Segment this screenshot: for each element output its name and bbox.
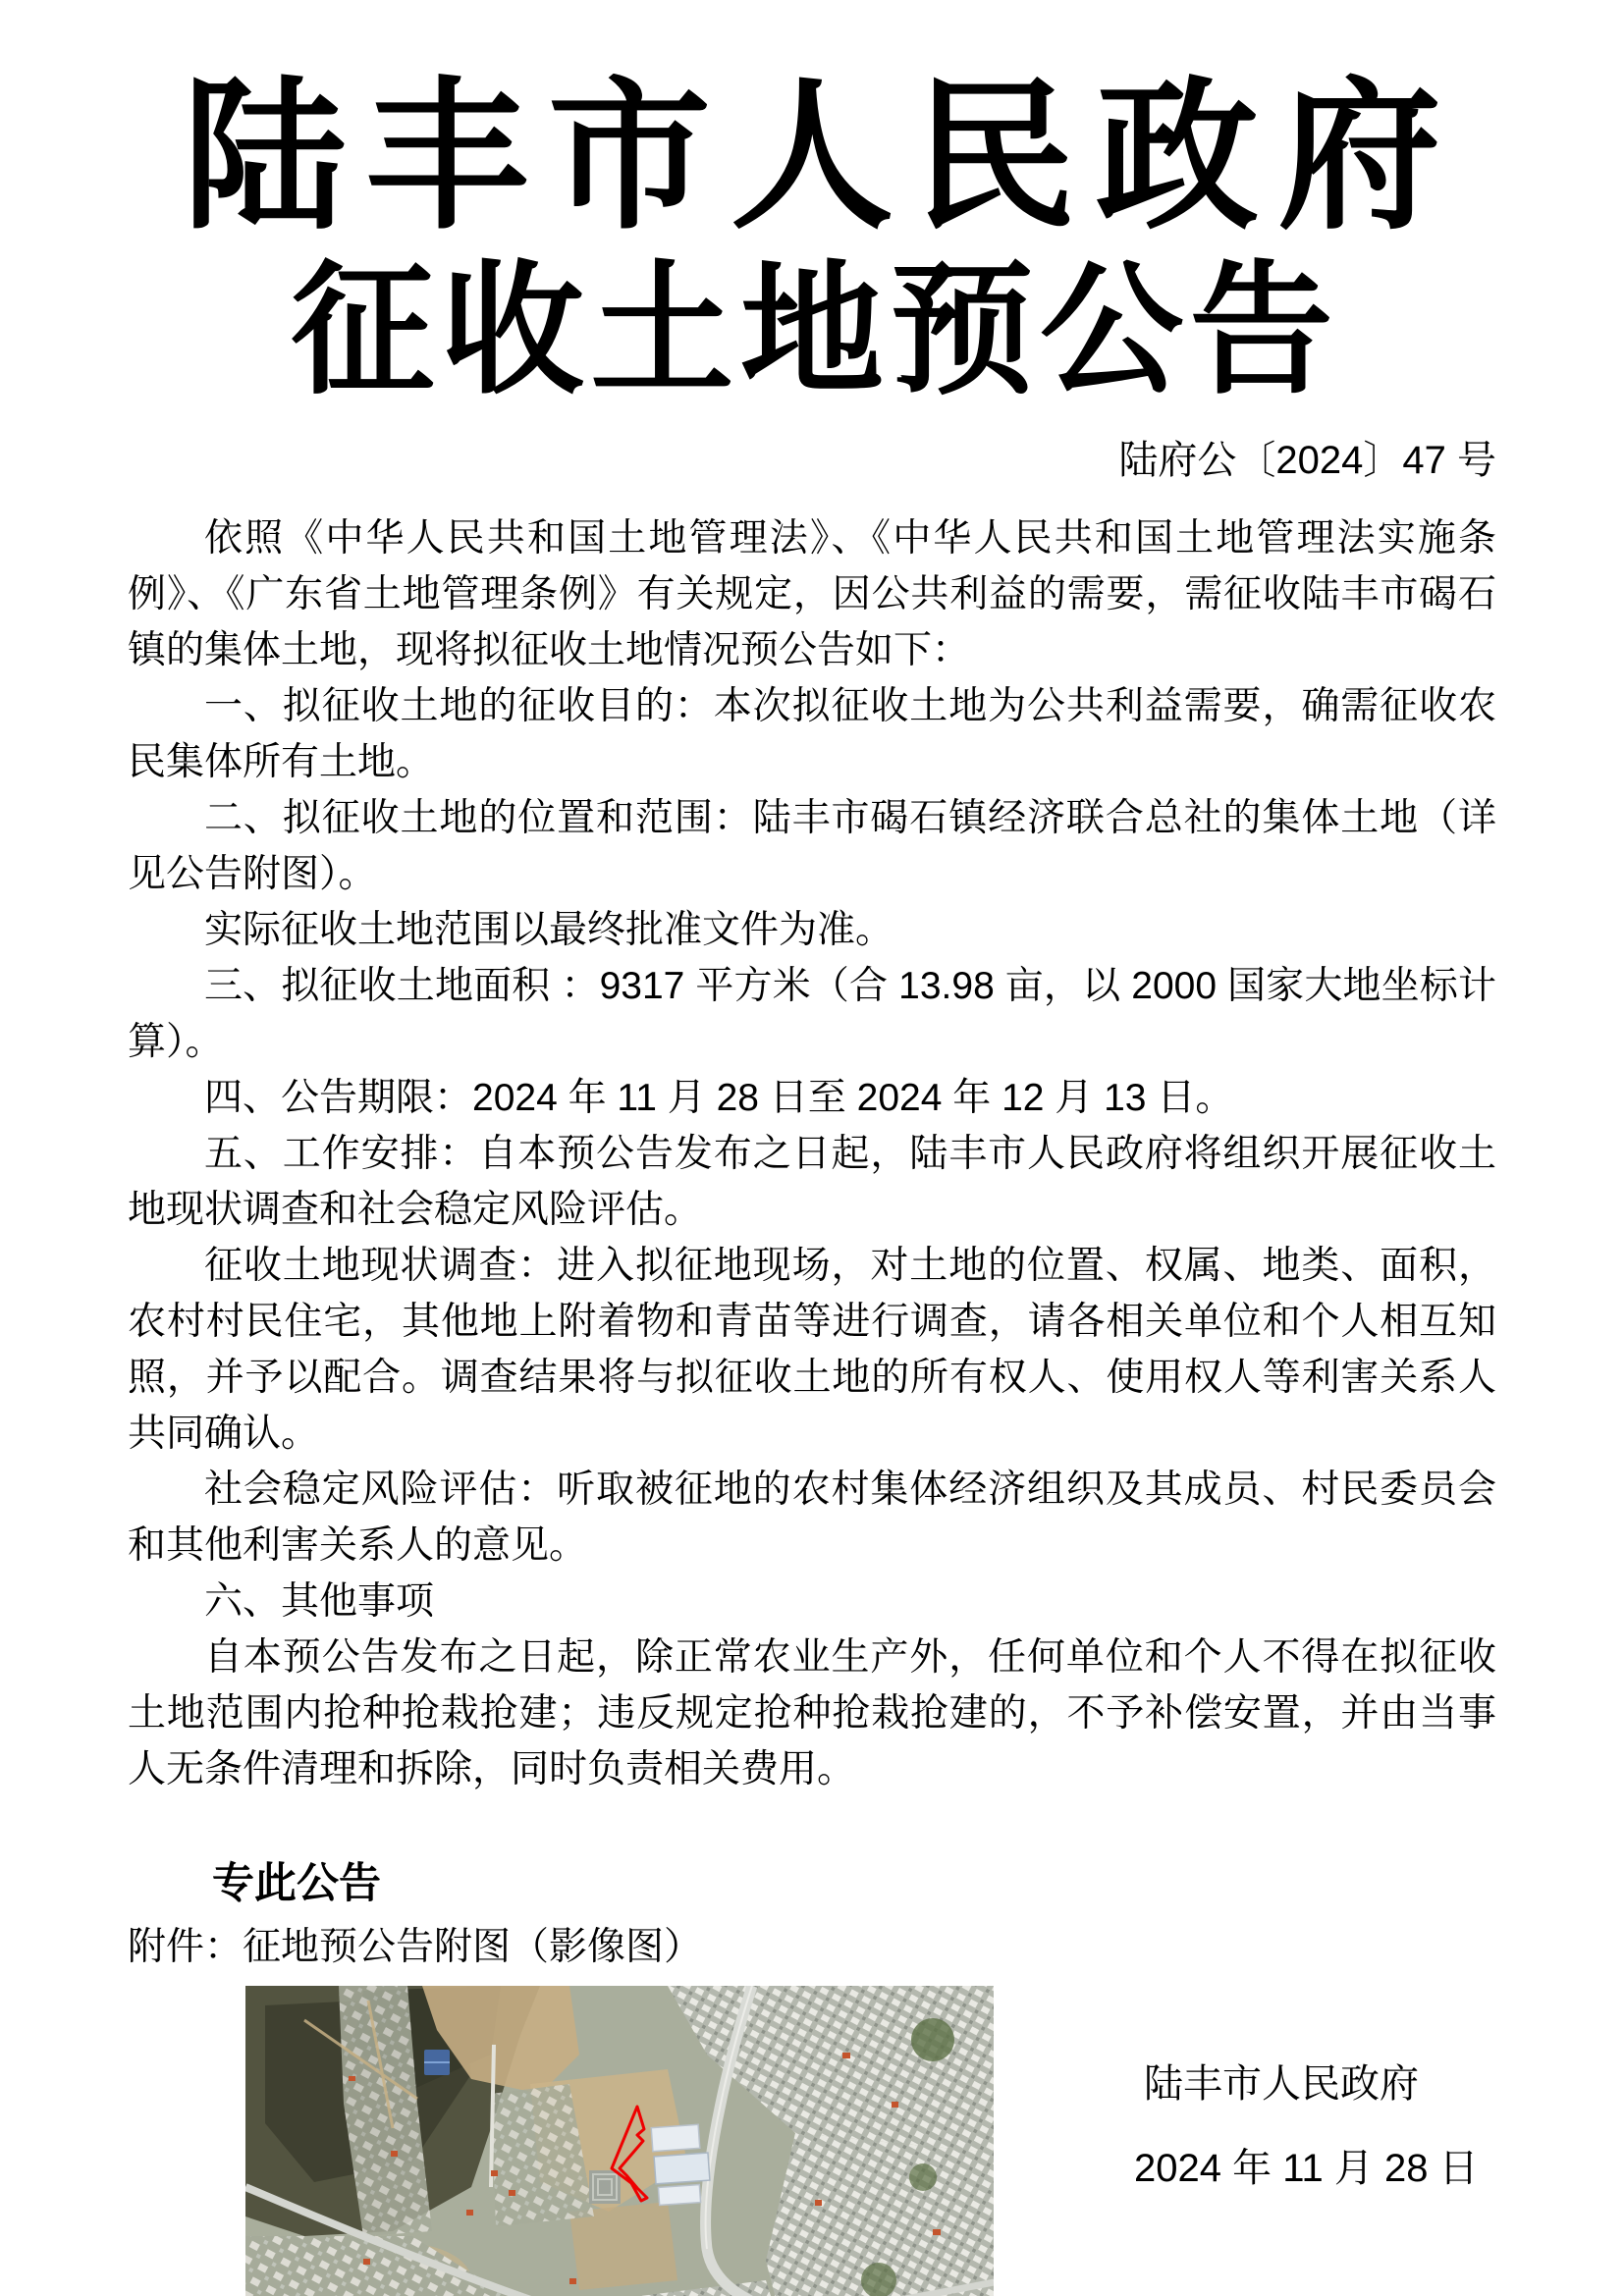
document-number: 陆府公〔2024〕47 号	[1118, 438, 1496, 482]
issuing-authority: 陆丰市人民政府	[1144, 2062, 1419, 2106]
signature-block	[1134, 2061, 1479, 2191]
body-paragraph: 五、工作安排：自本预公告发布之日起，陆丰市人民政府将组织开展征收土地现状调查和社会稳定风险评估。	[128, 1132, 1496, 1231]
body-paragraph: 四、公告期限：2024 年 11 月 28 日至 2024 年 12 月 13 日。	[204, 1076, 1234, 1119]
attachment-satellite-map	[245, 1986, 994, 2296]
body-paragraph: 实际征收土地范围以最终批准文件为准。	[204, 908, 894, 951]
paved-lot	[589, 2170, 621, 2204]
issue-date: 2024 年 11 月 28 日	[1134, 2147, 1479, 2190]
body-paragraph: 六、其他事项	[204, 1579, 435, 1623]
body-paragraph: 三、拟征收土地面积 ：9317 平方米（合 13.98 亩，以 2000 国家大地坐标计算）。	[128, 964, 1496, 1063]
closing-statement: 专此公告	[212, 1859, 381, 1907]
attachment-label: 附件：征地预公告附图（影像图）	[128, 1925, 703, 1968]
body-paragraph: 社会稳定风险评估：听取被征地的农村集体经济组织及其成员、村民委员会和其他利害关系人的意见。	[128, 1468, 1496, 1567]
body-paragraph: 征收土地现状调查：进入拟征地现场，对土地的位置、权属、地类、面积，农村村民住宅，其他地上附着物和青苗等进行调查，请各相关单位和个人相互知照，并予以配合。调查结果将与拟征收土地的所有权人、使用权人等利害关系人共同确认。	[128, 1244, 1496, 1455]
body-paragraph: 一、拟征收土地的征收目的：本次拟征收土地为公共利益需要，确需征收农民集体所有土地。	[128, 684, 1496, 783]
satellite-image	[245, 1986, 994, 2296]
announcement-body	[128, 510, 1496, 1797]
body-paragraph: 自本预公告发布之日起，除正常农业生产外，任何单位和个人不得在拟征收土地范围内抢种抢栽抢建；违反规定抢种抢栽抢建的，不予补偿安置，并由当事人无条件清理和拆除，同时负责相关费用。	[128, 1635, 1496, 1790]
page-title: 陆丰市人民政府	[183, 68, 1461, 248]
body-paragraph: 二、拟征收土地的位置和范围：陆丰市碣石镇经济联合总社的集体土地（详见公告附图）。	[128, 796, 1496, 895]
page-subtitle: 征收土地预公告	[291, 252, 1340, 412]
body-paragraph: 依照《中华人民共和国土地管理法》、《中华人民共和国土地管理法实施条例》、《广东省土地管理条例》有关规定，因公共利益的需要，需征收陆丰市碣石镇的集体土地，现将拟征收土地情况预公告如下：	[128, 516, 1496, 671]
